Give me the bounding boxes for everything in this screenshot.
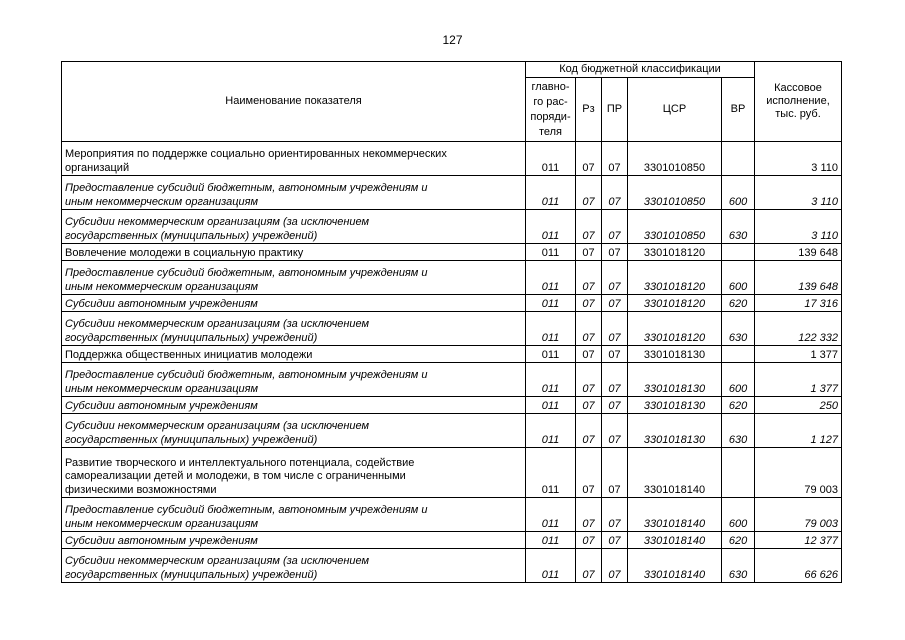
row-amount: 1 127 [755, 414, 842, 448]
row-vr-code: 630 [722, 549, 755, 583]
budget-table [61, 61, 842, 583]
header-amount: Кассовое исполнение, тыс. руб. [755, 62, 842, 142]
row-vr-code: 630 [722, 312, 755, 346]
row-pr-code: 07 [602, 414, 628, 448]
row-rz-code: 07 [576, 448, 602, 498]
row-amount: 250 [755, 397, 842, 414]
row-rz-code: 07 [576, 414, 602, 448]
row-csr-code: 3301018130 [628, 414, 722, 448]
row-glav-code: 011 [526, 346, 576, 363]
row-amount: 139 648 [755, 261, 842, 295]
table-row [62, 176, 842, 210]
row-vr-code: 630 [722, 210, 755, 244]
row-pr-code: 07 [602, 346, 628, 363]
row-rz-code: 07 [576, 210, 602, 244]
row-rz-code: 07 [576, 397, 602, 414]
row-glav-code: 011 [526, 549, 576, 583]
row-rz-code: 07 [576, 363, 602, 397]
table-row [62, 448, 842, 498]
table-row [62, 549, 842, 583]
row-rz-code: 07 [576, 312, 602, 346]
row-pr-code: 07 [602, 363, 628, 397]
row-glav-code: 011 [526, 448, 576, 498]
row-vr-code [722, 142, 755, 176]
row-name: Предоставление субсидий бюджетным, автономным учреждениям и иным некоммерческим организациям [62, 176, 526, 210]
row-pr-code: 07 [602, 142, 628, 176]
row-pr-code: 07 [602, 532, 628, 549]
table-row [62, 142, 842, 176]
row-csr-code: 3301018140 [628, 498, 722, 532]
row-vr-code [722, 448, 755, 498]
row-csr-code: 3301018130 [628, 346, 722, 363]
row-amount: 3 110 [755, 176, 842, 210]
row-glav-code: 011 [526, 414, 576, 448]
table-row [62, 295, 842, 312]
row-vr-code: 600 [722, 363, 755, 397]
table-header [62, 62, 842, 142]
row-name: Поддержка общественных инициатив молодежи [62, 346, 526, 363]
row-rz-code: 07 [576, 261, 602, 295]
row-csr-code: 3301018120 [628, 295, 722, 312]
row-rz-code: 07 [576, 244, 602, 261]
header-classification-group: Код бюджетной классификации [526, 62, 755, 78]
page-number: 127 [442, 33, 463, 47]
row-amount: 1 377 [755, 363, 842, 397]
row-name: Субсидии некоммерческим организациям (за исключением государственных (муниципальных) учреждений) [62, 210, 526, 244]
row-name: Субсидии некоммерческим организациям (за исключением государственных (муниципальных) учреждений) [62, 549, 526, 583]
row-csr-code: 3301018120 [628, 261, 722, 295]
row-csr-code: 3301010850 [628, 142, 722, 176]
row-name: Развитие творческого и интеллектуального потенциала, содействие самореализации детей и молодежи, в том числе с ограниченными физическими возможностями [62, 448, 526, 498]
row-csr-code: 3301018140 [628, 448, 722, 498]
row-rz-code: 07 [576, 176, 602, 210]
row-csr-code: 3301018130 [628, 397, 722, 414]
row-csr-code: 3301018140 [628, 532, 722, 549]
row-glav-code: 011 [526, 176, 576, 210]
row-amount: 79 003 [755, 448, 842, 498]
row-vr-code: 600 [722, 498, 755, 532]
row-vr-code: 620 [722, 397, 755, 414]
row-csr-code: 3301010850 [628, 210, 722, 244]
row-glav-code: 011 [526, 532, 576, 549]
header-csr: ЦСР [628, 78, 722, 142]
row-name: Мероприятия по поддержке социально ориентированных некоммерческих организаций [62, 142, 526, 176]
row-vr-code: 620 [722, 295, 755, 312]
row-pr-code: 07 [602, 210, 628, 244]
row-csr-code: 3301018120 [628, 244, 722, 261]
table-row [62, 210, 842, 244]
row-vr-code [722, 244, 755, 261]
row-rz-code: 07 [576, 498, 602, 532]
row-amount: 3 110 [755, 142, 842, 176]
row-pr-code: 07 [602, 549, 628, 583]
row-rz-code: 07 [576, 295, 602, 312]
row-glav-code: 011 [526, 363, 576, 397]
row-vr-code: 600 [722, 176, 755, 210]
table-row [62, 414, 842, 448]
row-name: Предоставление субсидий бюджетным, автономным учреждениям и иным некоммерческим организациям [62, 363, 526, 397]
table-row [62, 498, 842, 532]
header-rz: Рз [576, 78, 602, 142]
table-row [62, 397, 842, 414]
row-csr-code: 3301018120 [628, 312, 722, 346]
table-body [62, 142, 842, 583]
table-row [62, 312, 842, 346]
row-pr-code: 07 [602, 312, 628, 346]
row-amount: 79 003 [755, 498, 842, 532]
row-glav-code: 011 [526, 397, 576, 414]
row-glav-code: 011 [526, 261, 576, 295]
row-amount: 3 110 [755, 210, 842, 244]
row-pr-code: 07 [602, 397, 628, 414]
table-row [62, 532, 842, 549]
row-rz-code: 07 [576, 142, 602, 176]
row-glav-code: 011 [526, 295, 576, 312]
row-name: Субсидии некоммерческим организациям (за исключением государственных (муниципальных) учреждений) [62, 312, 526, 346]
row-pr-code: 07 [602, 295, 628, 312]
row-glav-code: 011 [526, 244, 576, 261]
row-name: Предоставление субсидий бюджетным, автономным учреждениям и иным некоммерческим организациям [62, 498, 526, 532]
row-pr-code: 07 [602, 176, 628, 210]
row-name: Вовлечение молодежи в социальную практику [62, 244, 526, 261]
header-glav: главно- го рас- поряди- теля [526, 78, 576, 142]
row-pr-code: 07 [602, 244, 628, 261]
row-name: Субсидии автономным учреждениям [62, 397, 526, 414]
header-vr: ВР [722, 78, 755, 142]
table-row [62, 244, 842, 261]
row-amount: 139 648 [755, 244, 842, 261]
row-amount: 12 377 [755, 532, 842, 549]
row-csr-code: 3301010850 [628, 176, 722, 210]
row-name: Субсидии автономным учреждениям [62, 295, 526, 312]
row-amount: 122 332 [755, 312, 842, 346]
row-pr-code: 07 [602, 261, 628, 295]
row-name: Предоставление субсидий бюджетным, автономным учреждениям и иным некоммерческим организациям [62, 261, 526, 295]
row-amount: 17 316 [755, 295, 842, 312]
header-name: Наименование показателя [62, 62, 526, 142]
row-rz-code: 07 [576, 346, 602, 363]
row-pr-code: 07 [602, 448, 628, 498]
row-name: Субсидии некоммерческим организациям (за исключением государственных (муниципальных) учреждений) [62, 414, 526, 448]
table-row [62, 363, 842, 397]
row-amount: 1 377 [755, 346, 842, 363]
row-vr-code: 620 [722, 532, 755, 549]
row-vr-code: 630 [722, 414, 755, 448]
row-csr-code: 3301018130 [628, 363, 722, 397]
row-csr-code: 3301018140 [628, 549, 722, 583]
row-pr-code: 07 [602, 498, 628, 532]
row-glav-code: 011 [526, 498, 576, 532]
row-vr-code: 600 [722, 261, 755, 295]
header-pr: ПР [602, 78, 628, 142]
row-glav-code: 011 [526, 142, 576, 176]
table-row [62, 261, 842, 295]
row-glav-code: 011 [526, 210, 576, 244]
table-row [62, 346, 842, 363]
row-amount: 66 626 [755, 549, 842, 583]
row-glav-code: 011 [526, 312, 576, 346]
row-rz-code: 07 [576, 549, 602, 583]
row-rz-code: 07 [576, 532, 602, 549]
row-name: Субсидии автономным учреждениям [62, 532, 526, 549]
row-vr-code [722, 346, 755, 363]
